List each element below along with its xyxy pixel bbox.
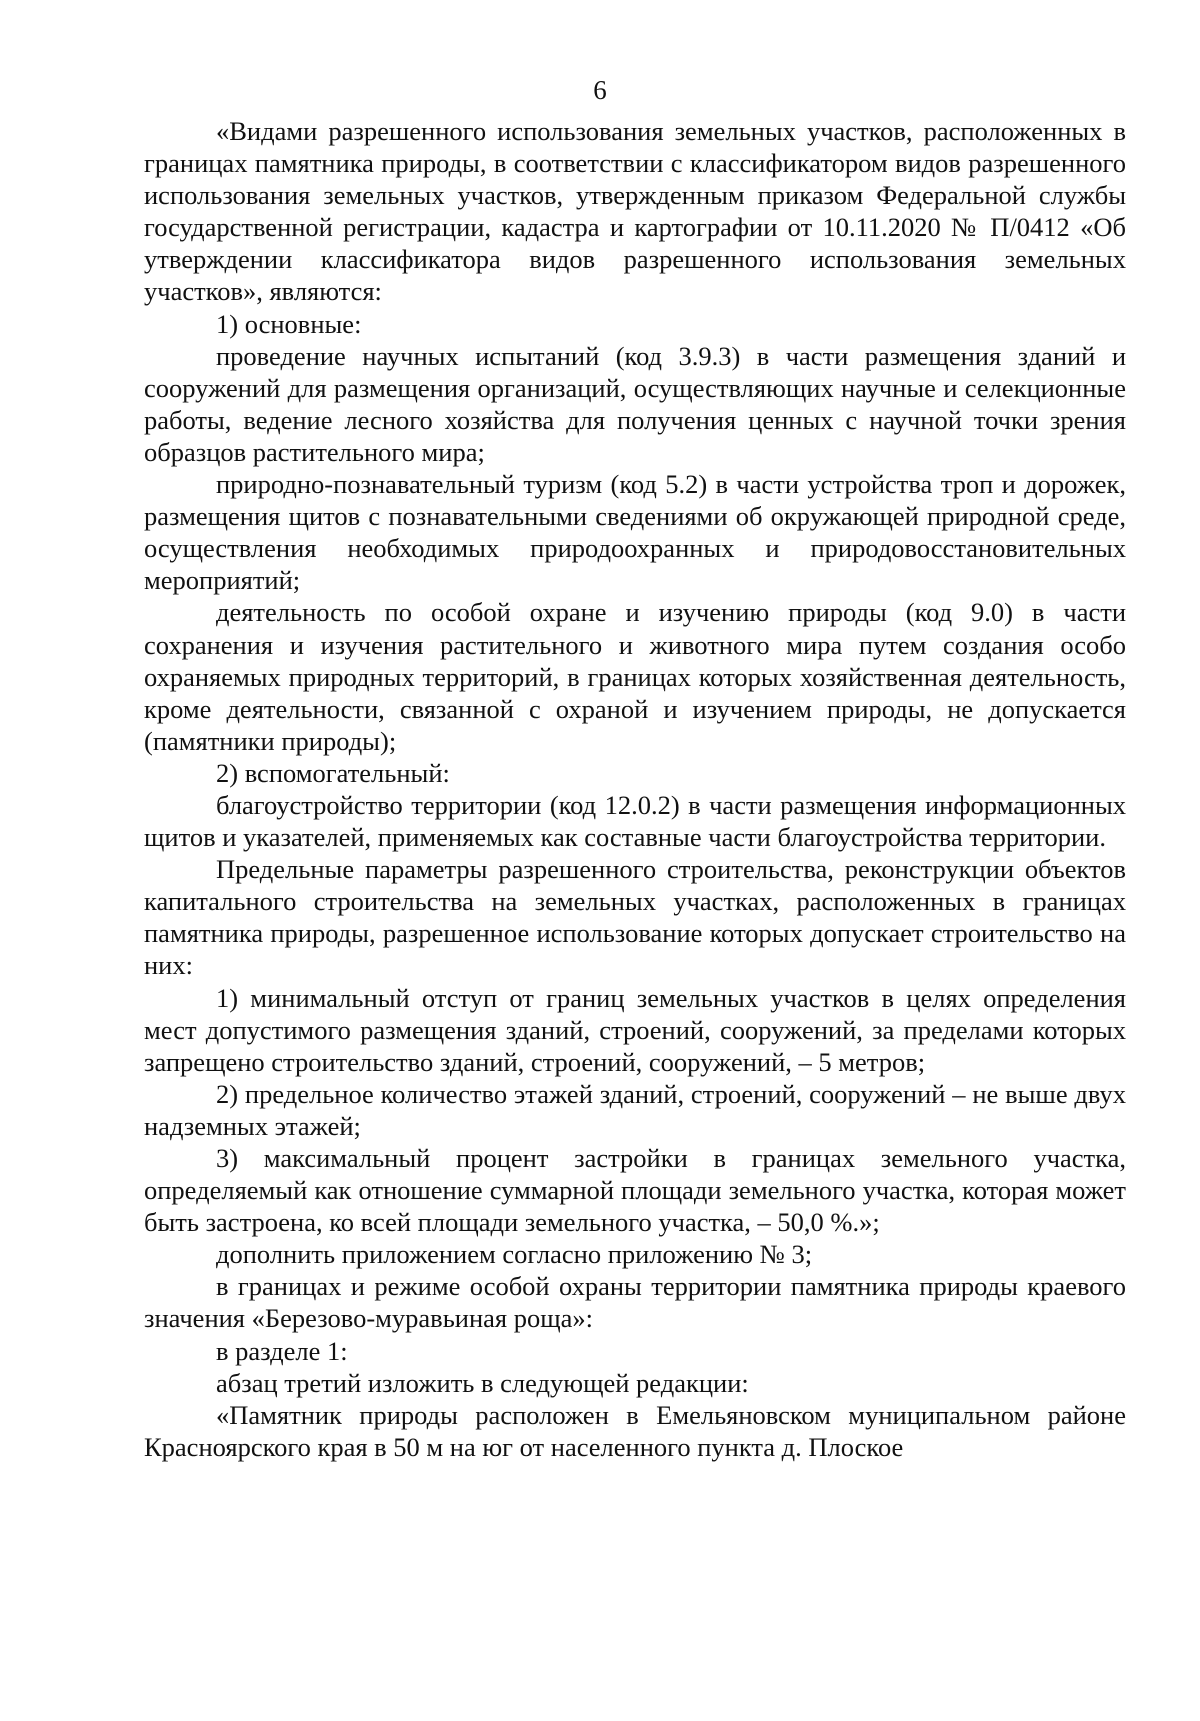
- paragraph: в границах и режиме особой охраны территории памятника природы краевого значения «Березово-муравьиная роща»:: [144, 1271, 1126, 1334]
- paragraph: «Видами разрешенного использования земельных участков, расположенных в границах памятника природы, в соответствии с классификатором видов разрешенного использования земельных участков, утвержденным приказом Федеральной службы государственной регистрации, кадастра и картографии от 10.11.2020 № П/0412 «Об утверждении классификатора видов разрешенного использования земельных участков», являются:: [144, 116, 1126, 307]
- page-number: 6: [593, 75, 607, 105]
- paragraph: благоустройство территории (код 12.0.2) в части размещения информационных щитов и указателей, применяемых как составные части благоустройства территории.: [144, 789, 1126, 853]
- paragraph: Предельные параметры разрешенного строительства, реконструкции объектов капитального строительства на земельных участках, расположенных в границах памятника природы, разрешенное использование которых допускает строительство на них:: [144, 854, 1126, 981]
- paragraph: 2) предельное количество этажей зданий, строений, сооружений – не выше двух надземных этажей;: [144, 1078, 1126, 1141]
- paragraph: 1) основные:: [216, 308, 362, 339]
- paragraph: 3) максимальный процент застройки в границах земельного участка, определяемый как отношение суммарной площади земельного участка, которая может быть застроена, ко всей площади земельного участка, – 50,0 %.»;: [144, 1143, 1126, 1238]
- paragraph: деятельность по особой охране и изучению природы (код 9.0) в части сохранения и изучения растительного и животного мира путем создания особо охраняемых природных территорий, в границах которых хозяйственная деятельность, кроме деятельности, связанной с охраной и изучением природы, не допускается (памятники природы);: [144, 597, 1126, 756]
- paragraph: абзац третий изложить в следующей редакции:: [216, 1367, 749, 1398]
- paragraph: 2) вспомогательный:: [216, 757, 450, 788]
- paragraph: 1) минимальный отступ от границ земельных участков в целях определения мест допустимого размещения зданий, строений, сооружений, за пределами которых запрещено строительство зданий, строений, сооружений, – 5 метров;: [144, 982, 1126, 1077]
- document-body: [144, 115, 1126, 1463]
- paragraph: природно-познавательный туризм (код 5.2) в части устройства троп и дорожек, размещения щитов с познавательными сведениями об окружающей природной среде, осуществления необходимых природоохранных и природовосстановительных мероприятий;: [144, 469, 1126, 596]
- paragraph: дополнить приложением согласно приложению № 3;: [216, 1239, 813, 1270]
- paragraph: «Памятник природы расположен в Емельяновском муниципальном районе Красноярского края в 50 м на юг от населенного пункта д. Плоское: [144, 1399, 1126, 1462]
- paragraph: в разделе 1:: [216, 1335, 348, 1366]
- paragraph: проведение научных испытаний (код 3.9.3) в части размещения зданий и сооружений для размещения организаций, осуществляющих научные и селекционные работы, ведение лесного хозяйства для получения ценных с научной точки зрения образцов растительного мира;: [144, 340, 1126, 467]
